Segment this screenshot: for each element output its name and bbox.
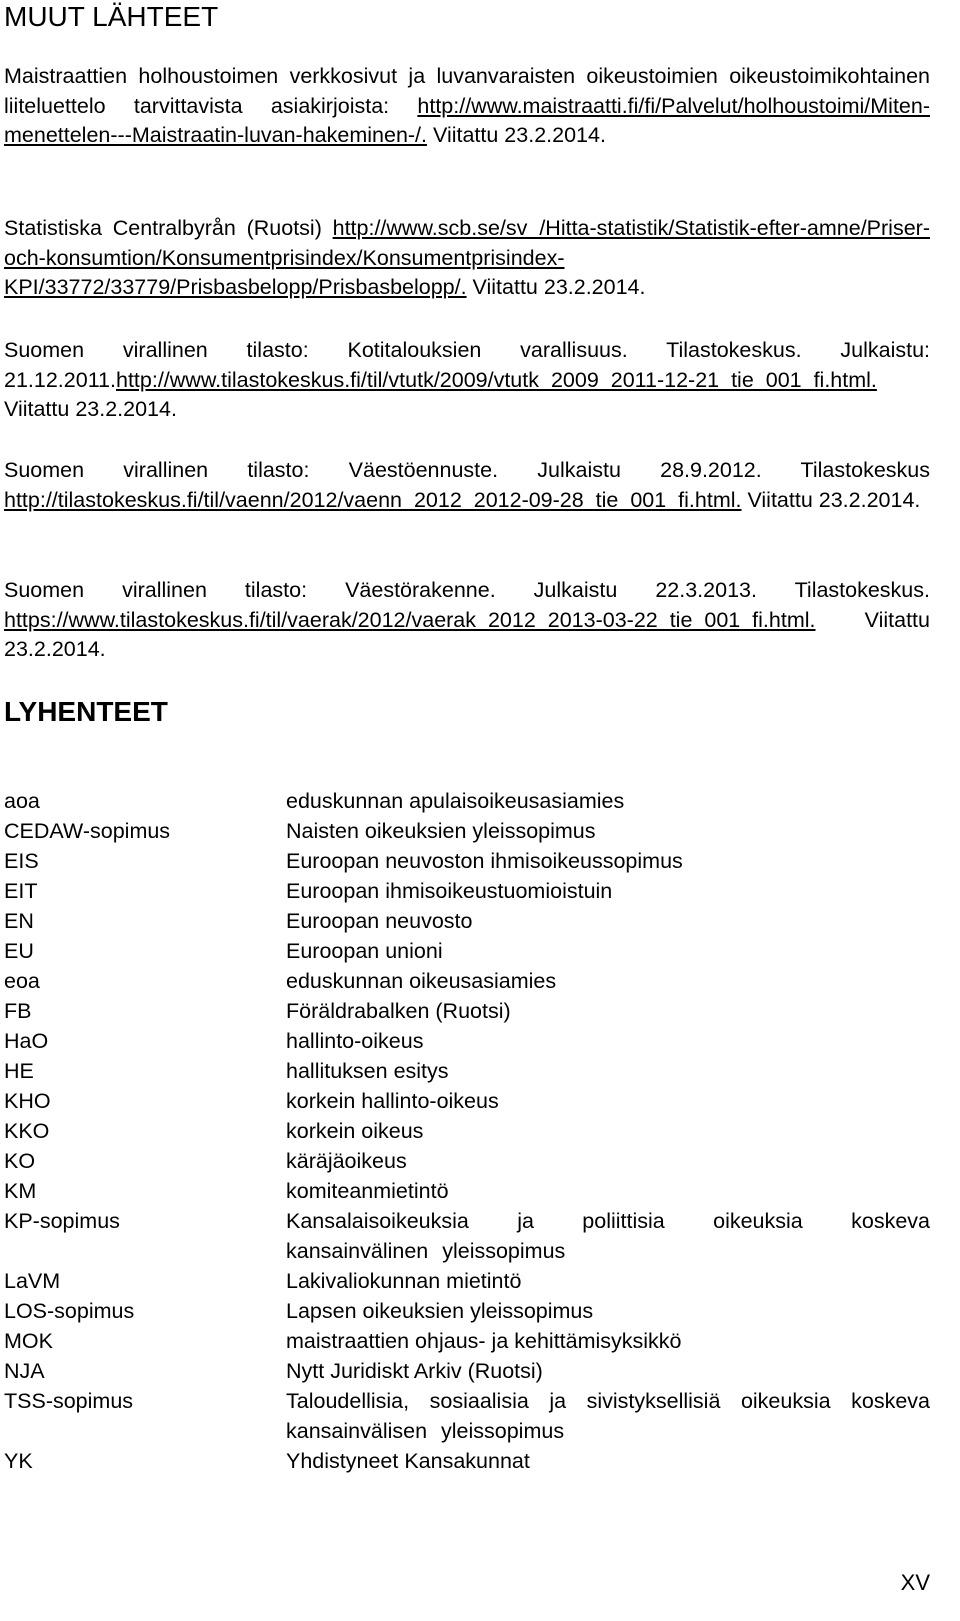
abbreviation-key: TSS-sopimus — [4, 1389, 134, 1413]
abbreviation-key: FB — [4, 999, 32, 1023]
abbreviation-row — [4, 1206, 930, 1266]
reference-item: Suomen virallinen tilasto: Kotitalouksien varallisuus. Tilastokeskus. Julkaistu: 21.12.2011.http://www.tilastokeskus.fi/til/vtutk/2009/vtutk_2009_2011-12-21_tie_001_fi.html. Viitattu 23.2.2014. — [4, 338, 930, 421]
abbreviation-row — [4, 966, 930, 996]
abbreviation-value: Lakivaliokunnan mietintö — [286, 1269, 522, 1293]
abbreviation-key: MOK — [4, 1329, 53, 1353]
abbreviation-row — [4, 1296, 930, 1326]
abbreviation-value: maistraattien ohjaus- ja kehittämisyksikkö — [286, 1329, 682, 1353]
abbreviation-key: KKO — [4, 1119, 50, 1143]
abbreviation-row — [4, 1356, 930, 1386]
abbreviation-row — [4, 1326, 930, 1356]
abbreviation-row — [4, 1146, 930, 1176]
abbreviation-value: hallituksen esitys — [286, 1059, 449, 1083]
reference-item: Suomen virallinen tilasto: Väestöennuste. Julkaistu 28.9.2012. Tilastokeskus http://tilastokeskus.fi/til/vaenn/2012/vaenn_2012_2012-09-28_tie_001_fi.html. Viitattu 23.2.2014. — [4, 458, 930, 512]
section-heading-abbreviations: LYHENTEET — [4, 696, 168, 727]
reference-item: Suomen virallinen tilasto: Väestörakenne. Julkaistu 22.3.2013. Tilastokeskus. https://www.tilastokeskus.fi/til/vaerak/2012/vaerak_2012_2013-03-22_tie_001_fi.html. Viitattu 23.2.2014. — [4, 578, 930, 661]
abbreviation-row — [4, 786, 930, 816]
abbreviation-row — [4, 906, 930, 936]
abbreviation-row — [4, 1176, 930, 1206]
abbreviation-value: Euroopan ihmisoikeustuomioistuin — [286, 879, 613, 903]
abbreviation-row — [4, 1386, 930, 1446]
abbreviation-value: Lapsen oikeuksien yleissopimus — [286, 1299, 594, 1323]
abbreviation-key: NJA — [4, 1359, 45, 1383]
abbreviation-value: eduskunnan oikeusasiamies — [286, 969, 557, 993]
reference-item: Statistiska Centralbyrån (Ruotsi) http://www.scb.se/sv_/Hitta-statistik/Statistik-efter-amne/Priser-och-konsumtion/Konsumentprisindex/Konsumentprisindex-KPI/33772/33779/Prisbasbelopp/Prisbasbelopp/. Viitattu 23.2.2014. — [4, 216, 930, 299]
abbreviation-value: komiteanmietintö — [286, 1179, 449, 1203]
abbreviations-table — [4, 786, 930, 1476]
abbreviation-key: KP-sopimus — [4, 1209, 120, 1233]
abbreviation-value: Föräldrabalken (Ruotsi) — [286, 999, 511, 1023]
reference-link[interactable]: http://tilastokeskus.fi/til/vaenn/2012/vaenn_2012_2012-09-28_tie_001_fi.html. — [4, 487, 742, 512]
abbreviation-key: EIT — [4, 879, 38, 903]
abbreviation-value: korkein oikeus — [286, 1119, 424, 1143]
abbreviation-value: käräjäoikeus — [286, 1149, 407, 1173]
abbreviation-value: Kansalaisoikeuksia ja poliittisia oikeuksia koskeva kansainvälinen yleissopimus — [286, 1209, 930, 1263]
abbreviation-key: EN — [4, 909, 34, 933]
reference-link[interactable]: http://www.tilastokeskus.fi/til/vtutk/2009/vtutk_2009_2011-12-21_tie_001_fi.html. — [115, 367, 877, 392]
abbreviation-key: eoa — [4, 969, 40, 993]
abbreviation-row — [4, 1026, 930, 1056]
abbreviation-key: KM — [4, 1179, 37, 1203]
abbreviation-value: hallinto-oikeus — [286, 1029, 424, 1053]
abbreviation-value: Taloudellisia, sosiaalisia ja sivistyksellisiä oikeuksia koskeva kansainvälisen yleissopimus — [286, 1389, 930, 1443]
abbreviation-key: aoa — [4, 789, 40, 813]
abbreviation-row — [4, 1056, 930, 1086]
abbreviation-key: CEDAW-sopimus — [4, 819, 171, 843]
abbreviation-value: Nytt Juridiskt Arkiv (Ruotsi) — [286, 1359, 543, 1383]
abbreviation-key: EIS — [4, 849, 39, 873]
abbreviation-key: EU — [4, 939, 34, 963]
abbreviation-row — [4, 1446, 930, 1476]
abbreviation-key: HE — [4, 1059, 34, 1083]
reference-link[interactable]: http://www.scb.se/sv_/Hitta-statistik/Statistik-efter-amne/Priser-och-konsumtion/Konsumentprisindex/Konsumentprisindex-KPI/33772/33779/Prisbasbelopp/Prisbasbelopp/. — [4, 216, 930, 299]
reference-item: Maistraattien holhoustoimen verkkosivut ja luvanvaraisten oikeustoimien oikeustoimikohtainen liiteluettelo tarvittavista asiakirjoista: http://www.maistraatti.fi/fi/Palvelut/holhoustoimi/Miten-menettelen---Maistraatin-luvan-hakeminen-/. Viitattu 23.2.2014. — [4, 64, 930, 147]
abbreviation-key: LaVM — [4, 1269, 61, 1293]
abbreviation-key: LOS-sopimus — [4, 1299, 135, 1323]
abbreviation-value: Euroopan neuvosto — [286, 909, 473, 933]
abbreviation-row — [4, 816, 930, 846]
abbreviation-row — [4, 1266, 930, 1296]
abbreviation-row — [4, 936, 930, 966]
page-number: XV — [900, 1570, 930, 1595]
abbreviation-key: KO — [4, 1149, 36, 1173]
abbreviation-value: Euroopan unioni — [286, 939, 443, 963]
abbreviation-key: HaO — [4, 1029, 49, 1053]
reference-link[interactable]: http://www.maistraatti.fi/fi/Palvelut/holhoustoimi/Miten-menettelen---Maistraatin-luvan-hakeminen-/. — [4, 93, 930, 147]
abbreviation-key: KHO — [4, 1089, 51, 1113]
abbreviation-value: Yhdistyneet Kansakunnat — [286, 1449, 530, 1473]
abbreviation-row — [4, 1086, 930, 1116]
abbreviation-value: Euroopan neuvoston ihmisoikeussopimus — [286, 849, 683, 873]
abbreviation-row — [4, 876, 930, 906]
section-heading-sources: MUUT LÄHTEET — [4, 1, 219, 32]
abbreviation-key: YK — [4, 1449, 33, 1473]
abbreviation-value: eduskunnan apulaisoikeusasiamies — [286, 789, 625, 813]
abbreviation-row — [4, 996, 930, 1026]
abbreviation-row — [4, 846, 930, 876]
reference-link[interactable]: https://www.tilastokeskus.fi/til/vaerak/2012/vaerak_2012_2013-03-22_tie_001_fi.html. — [4, 607, 816, 632]
abbreviation-row — [4, 1116, 930, 1146]
abbreviation-value: korkein hallinto-oikeus — [286, 1089, 499, 1113]
abbreviation-value: Naisten oikeuksien yleissopimus — [286, 819, 596, 843]
